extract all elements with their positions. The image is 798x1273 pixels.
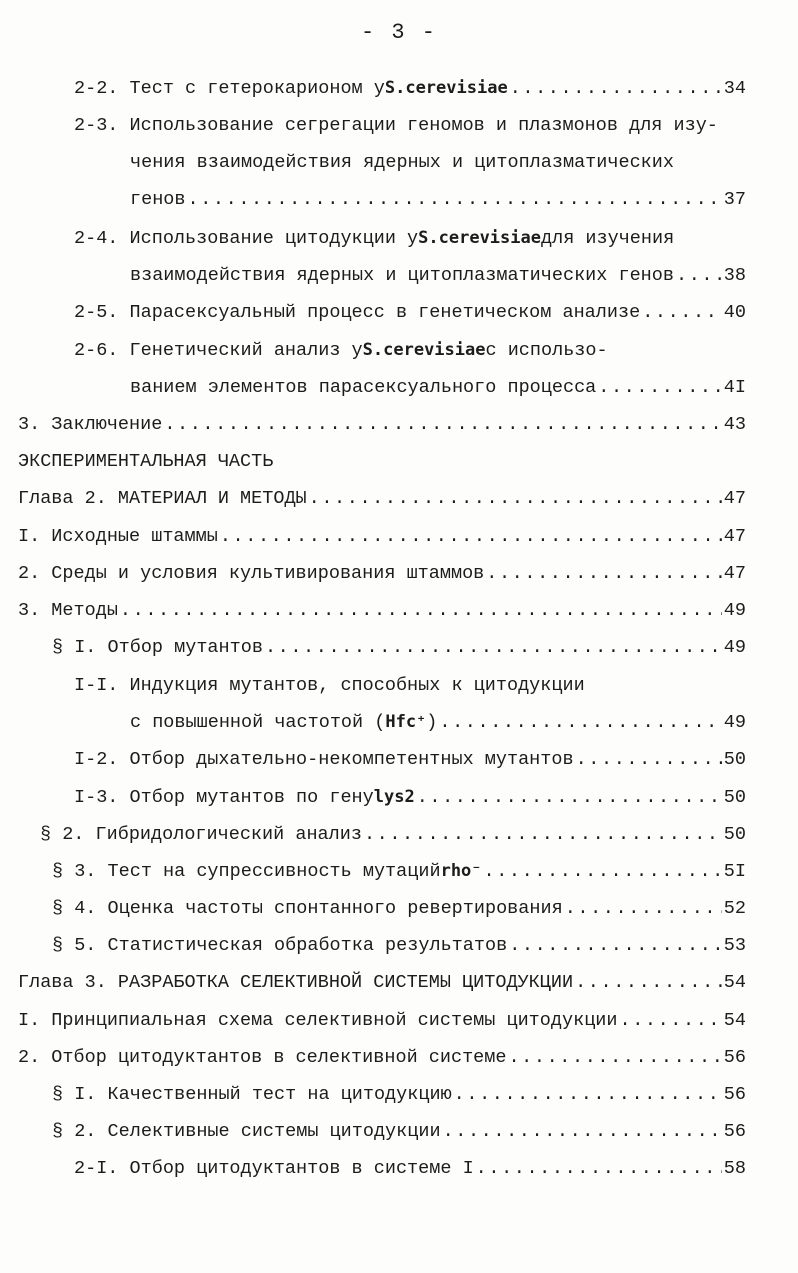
toc-page-number: 52 (723, 898, 746, 919)
leader-dots (576, 749, 722, 770)
toc-entry (18, 972, 746, 993)
toc-entry-text: с повышенной частотой ( (130, 712, 386, 733)
toc-entry-text: § I. Качественный тест на цитодукцию (52, 1084, 452, 1105)
toc-entry (74, 302, 746, 323)
leader-dots (484, 861, 722, 882)
toc-page-number: 50 (723, 824, 746, 845)
leader-dots (454, 1084, 722, 1105)
toc-entry-text: 2-4. Использование цитодукции у (74, 228, 419, 249)
toc-entry-text: 2-I. Отбор цитодуктантов в системе I (74, 1158, 474, 1179)
leader-dots (417, 787, 722, 808)
toc-entry (130, 152, 746, 173)
toc-entry-text: 2-3. Использование сегрегации геномов и плазмонов для изу- (74, 115, 718, 136)
toc-page-number: 50 (723, 787, 746, 808)
leader-dots (508, 1047, 721, 1068)
toc-entry (130, 189, 746, 210)
toc-entry-latin: rho⁻ (440, 861, 482, 881)
toc-page-number: 4I (723, 377, 746, 398)
leader-dots (120, 600, 722, 621)
toc-entry (130, 265, 746, 286)
toc-page-number: 54 (723, 1010, 746, 1031)
leader-dots (439, 712, 721, 733)
leader-dots (510, 78, 722, 99)
toc-page-number: 47 (723, 488, 746, 509)
toc-page-number: 56 (723, 1121, 746, 1142)
toc-entry-text: 3. Методы (18, 600, 118, 621)
toc-entry (18, 488, 746, 509)
toc-entry-text: I-I. Индукция мутантов, способных к цитодукции (74, 675, 585, 696)
toc-page-number: 56 (723, 1047, 746, 1068)
toc-entry (18, 414, 746, 435)
toc-entry: 2-4. Использование цитодукции у S.cerevisiae для изучения (74, 228, 675, 249)
toc-entry (74, 78, 746, 99)
toc-entry-text: I. Принципиальная схема селективной системы цитодукции (18, 1010, 618, 1031)
toc-entry (18, 1010, 746, 1031)
toc-entry: с повышенной частотой ( Hfc⁺ ) ..... 49 (130, 712, 746, 733)
toc-entry-text: взаимодействия ядерных и цитоплазматических генов (130, 265, 674, 286)
leader-dots (575, 972, 722, 993)
toc-page-number: 40 (723, 302, 746, 323)
toc-entry-latin: S.cerevisiae (362, 340, 486, 360)
toc-entry-text: чения взаимодействия ядерных и цитоплазматических (130, 152, 674, 173)
toc-entry-latin: lys2 (373, 787, 415, 807)
toc-entry-text: I. Исходные штаммы (18, 526, 218, 547)
leader-dots (443, 1121, 722, 1142)
toc-entry-text: § 2. Селективные системы цитодукции (52, 1121, 441, 1142)
leader-dots (509, 935, 722, 956)
toc-page-number: 34 (723, 78, 746, 99)
toc-page-number: 50 (723, 749, 746, 770)
toc-entry-text: Глава 3. РАЗРАБОТКА СЕЛЕКТИВНОЙ СИСТЕМЫ ЦИТОДУКЦИИ (18, 972, 574, 993)
toc-entry (74, 1158, 746, 1179)
toc-page-number: 47 (723, 526, 746, 547)
leader-dots (565, 898, 722, 919)
toc-entry-text: генов (130, 189, 186, 210)
toc-page-number: 5I (723, 861, 746, 882)
leader-dots (598, 377, 722, 398)
toc-entry (52, 637, 746, 658)
toc-entry (40, 824, 746, 845)
toc-entry-text: ЭКСПЕРИМЕНТАЛЬНАЯ ЧАСТЬ (18, 451, 274, 472)
toc-entry-text: ванием элементов парасексуального процесса (130, 377, 597, 398)
toc-entry (52, 1084, 746, 1105)
leader-dots (364, 824, 722, 845)
page-number: - 3 - (360, 20, 437, 45)
toc-entry-text: 3. Заключение (18, 414, 163, 435)
leader-dots (620, 1010, 722, 1031)
toc-entry-latin: S.cerevisiae (418, 228, 541, 248)
toc-entry (52, 861, 746, 882)
toc-page-number: 56 (723, 1084, 746, 1105)
toc-page-number: 49 (723, 637, 746, 658)
toc-entry (52, 898, 746, 919)
leader-dots (188, 189, 722, 210)
toc-page-number: 49 (723, 712, 746, 733)
section-heading (18, 451, 746, 472)
toc-entry-text: 2. Отбор цитодуктантов в селективной системе (18, 1047, 507, 1068)
toc-entry-text: § 4. Оценка частоты спонтанного ревертирования (52, 898, 563, 919)
toc-page-number: 58 (723, 1158, 746, 1179)
leader-dots (220, 526, 722, 547)
toc-entry (74, 115, 746, 136)
toc-page-number: 54 (723, 972, 746, 993)
leader-dots (164, 414, 721, 435)
toc-entry-latin: S.cerevisiae (384, 78, 508, 98)
toc-entry-text: 2. Среды и условия культивирования штаммов (18, 563, 485, 584)
toc-entry-text: 2-5. Парасексуальный процесс в генетическом анализе (74, 302, 641, 323)
toc-entry-text: Глава 2. МАТЕРИАЛ И МЕТОДЫ (18, 488, 307, 509)
toc-page-number: 38 (723, 265, 746, 286)
leader-dots (476, 1158, 722, 1179)
toc-entry (18, 600, 746, 621)
toc-page-number: 43 (723, 414, 746, 435)
toc-entry (18, 563, 746, 584)
toc-entry (52, 935, 746, 956)
toc-entry (52, 1121, 746, 1142)
leader-dots (676, 265, 722, 286)
toc-entry-text: § I. Отбор мутантов (52, 637, 263, 658)
toc-page-number: 49 (723, 600, 746, 621)
toc-entry-text: I-3. Отбор мутантов по гену (74, 787, 374, 808)
toc-entry (74, 675, 746, 696)
toc-entry-text: § 2. Гибридологический анализ (40, 824, 362, 845)
toc-entry (18, 1047, 746, 1068)
toc-page-number: 47 (723, 563, 746, 584)
toc-entry-text: 2-6. Генетический анализ у (74, 340, 363, 361)
toc-entry-text: § 5. Статистическая обработка результатов (52, 935, 508, 956)
toc-entry-latin: Hfc⁺ (385, 712, 427, 732)
leader-dots (486, 563, 722, 584)
toc-entry (130, 377, 746, 398)
toc-entry-text: 2-2. Тест с гетерокарионом у (74, 78, 385, 99)
toc-page-number: 53 (723, 935, 746, 956)
toc-entry (74, 749, 746, 770)
toc-page-number: 37 (723, 189, 746, 210)
leader-dots (265, 637, 722, 658)
toc-entry (18, 526, 746, 547)
toc-entry: 2-6. Генетический анализ у S.cerevisiae с использо- (74, 340, 608, 361)
toc-entry (74, 787, 746, 808)
leader-dots (309, 488, 722, 509)
toc-entry-text: I-2. Отбор дыхательно-некомпетентных мутантов (74, 749, 574, 770)
leader-dots (642, 302, 722, 323)
toc-entry-text: § 3. Тест на супрессивность мутаций (52, 861, 441, 882)
